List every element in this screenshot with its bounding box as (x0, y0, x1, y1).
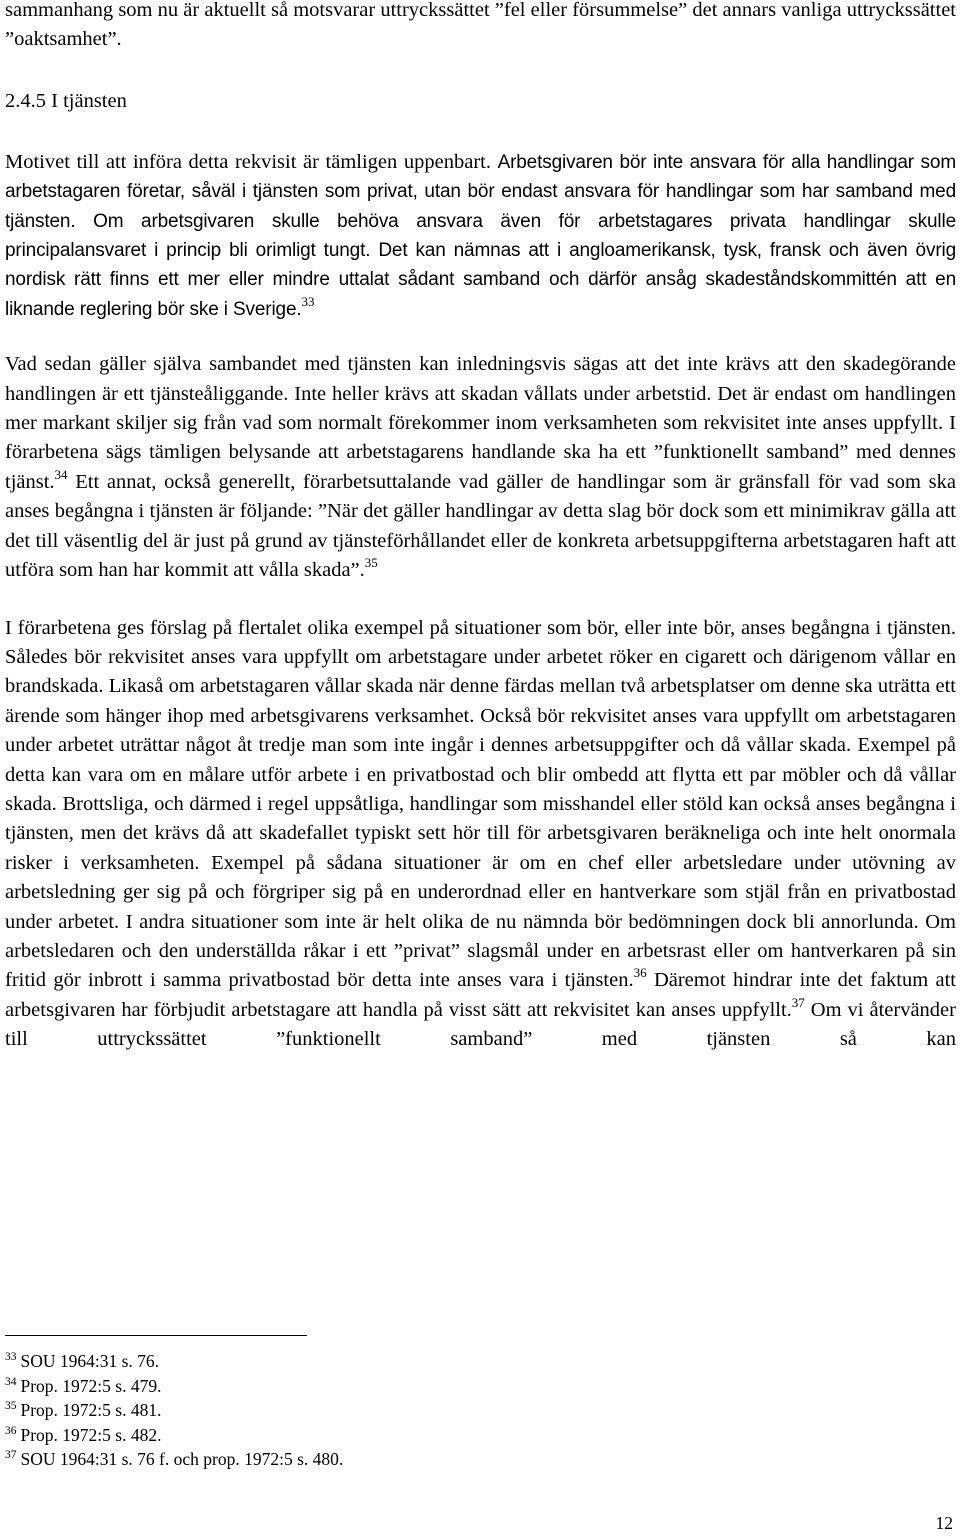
paragraph-1-sentence-1: Motivet till att införa detta rekvisit är tämligen uppenbart. (5, 150, 498, 173)
footnote-35 (5, 1398, 605, 1423)
paragraph-1 (5, 148, 956, 324)
paragraph-2 (5, 350, 956, 585)
footnote-number: 33 (5, 1351, 17, 1363)
footnote-number: 37 (5, 1449, 17, 1462)
footnote-ref-37[interactable]: 37 (791, 994, 805, 1010)
footnote-36 (5, 1423, 605, 1448)
paragraph-2-sentence-2: Ett annat, också generellt, förarbetsuttalande vad gäller de handlingar som är gränsfall för vad som ska anses begångna i tjänsten är följande: ”När det gäller handlingar av detta slag bör dock som ett minimikrav gälla att det till väsentlig del är just på grund av tjänsteförhållandet eller de konkreta arbetsuppgifterna arbetstagaren haft att utföra som han har kommit att vålla skada”. (5, 470, 956, 582)
paragraph-2-sentence-1: Vad sedan gäller själva sambandet med tjänsten kan inledningsvis sägas att det inte krävs att den skadegörande handlingen är ett tjänsteåliggande. Inte heller krävs att skadan vållats under arbetstid. Det är endast om handlingen mer markant skiljer sig från vad som normalt förekommer inom verksamheten som rekvisitet inte anses uppfyllt. I förarbetena sägs tämligen belysande att arbetstagarens handlande ska ha ett ”funktionellt samband” med dennes tjänst. (5, 353, 956, 493)
footnote-ref-36[interactable]: 36 (633, 965, 647, 981)
footnote-text: Prop. 1972:5 s. 481. (20, 1400, 162, 1421)
footnote-ref-34[interactable]: 34 (54, 466, 68, 482)
paragraph-3-sentence-3: Om vi återvänder till uttryckssättet ”funktionellt samband” med tjänsten så kan (5, 998, 956, 1051)
page-number: 12 (935, 1513, 953, 1533)
footnote-ref-33[interactable]: 33 (301, 293, 315, 309)
footnote-text: Prop. 1972:5 s. 482. (20, 1424, 162, 1445)
footnote-text: Prop. 1972:5 s. 479. (20, 1375, 162, 1396)
footnote-34 (5, 1374, 605, 1399)
top-paragraph-text: sammanhang som nu är aktuellt så motsvarar uttryckssättet ”fel eller försummelse” det annars vanliga uttryckssättet ”oaktsamhet”. (5, 0, 956, 51)
paragraph-1-sentence-2: Arbetsgivaren bör inte ansvara för alla handlingar som arbetstagaren företar, såväl i tjänsten som privat, utan bör endast ansvara för handlingar som har samband med tjänsten. Om arbetsgivaren skulle behöva ansvara även för arbetstagares privata handlingar skulle principalansvaret i princip bli orimligt tungt. Det kan nämnas att i angloamerikansk, tysk, fransk och även övrig nordisk rätt finns ett mer eller mindre uttalat sådant samband och därför ansåg skadeståndskommittén att en liknande reglering bör ske i Sverige. (5, 151, 956, 320)
section-heading: 2.4.5 I tjänsten (5, 89, 127, 112)
footnote-divider (5, 1335, 307, 1336)
footnote-33 (5, 1349, 605, 1374)
paragraph-3-sentence-1: I förarbetena ges förslag på flertalet olika exempel på situationer som bör, eller inte bör, anses begångna i tjänsten. Således bör rekvisitet anses vara uppfyllt om arbetstagare under arbetet röker en cigarett och därigenom vållar en brandskada. Likaså om arbetstagaren vållar skada när denne färdas mellan två arbetsplatser om denne ska uträtta ett ärende som hänger ihop med arbetsgivarens verksamhet. Också bör rekvisitet anses vara uppfyllt om arbetstagaren under arbetet uträttar något åt tredje man som inte ingår i dennes arbetsuppgifter och då vållar skada. Exempel på detta kan vara om en målare utför arbete i en privatbostad och blir ombedd att flytta ett par möbler och då vållar skada. Brottsliga, och därmed i regel uppsåtliga, handlingar som misshandel eller stöld kan också anses begångna i tjänsten, men det krävs då att skadefallet typiskt sett hör till för arbetsgivaren beräkneliga och inte helt onormala risker i verksamheten. Exempel på sådana situationer är om en chef eller arbetsledare under utövning av arbetsledning ger sig på och förgriper sig på en underordnad eller en hantverkare som stjäl från en privatbostad under arbetet. I andra situationer som inte är helt olika de nu nämnda bör bedömningen dock bli annorlunda. Om arbetsledaren och den underställda råkar i ett ”privat” slagsmål under en arbetsrast eller om hantverkaren på sin fritid gör inbrott i samma privatbostad bör detta inte anses vara i tjänsten. (5, 616, 956, 992)
paragraph-3 (5, 614, 956, 1055)
footnote-text: SOU 1964:31 s. 76 f. och prop. 1972:5 s. 480. (20, 1449, 344, 1470)
paragraph-3-sentence-2: Däremot hindrar inte det faktum att arbetsgivaren har förbjudit arbetstagare att handla på visst sätt att rekvisitet kan anses uppfyllt. (5, 969, 956, 1021)
footnote-ref-35[interactable]: 35 (364, 555, 378, 571)
top-paragraph (5, 0, 956, 55)
footnote-number: 34 (5, 1375, 17, 1388)
footnote-text: SOU 1964:31 s. 76. (20, 1351, 160, 1371)
document-page (5, 0, 956, 1055)
footnote-37 (5, 1447, 605, 1472)
footnote-number: 36 (5, 1424, 17, 1437)
footnote-number: 35 (5, 1400, 17, 1413)
footnotes-section (5, 1335, 605, 1472)
